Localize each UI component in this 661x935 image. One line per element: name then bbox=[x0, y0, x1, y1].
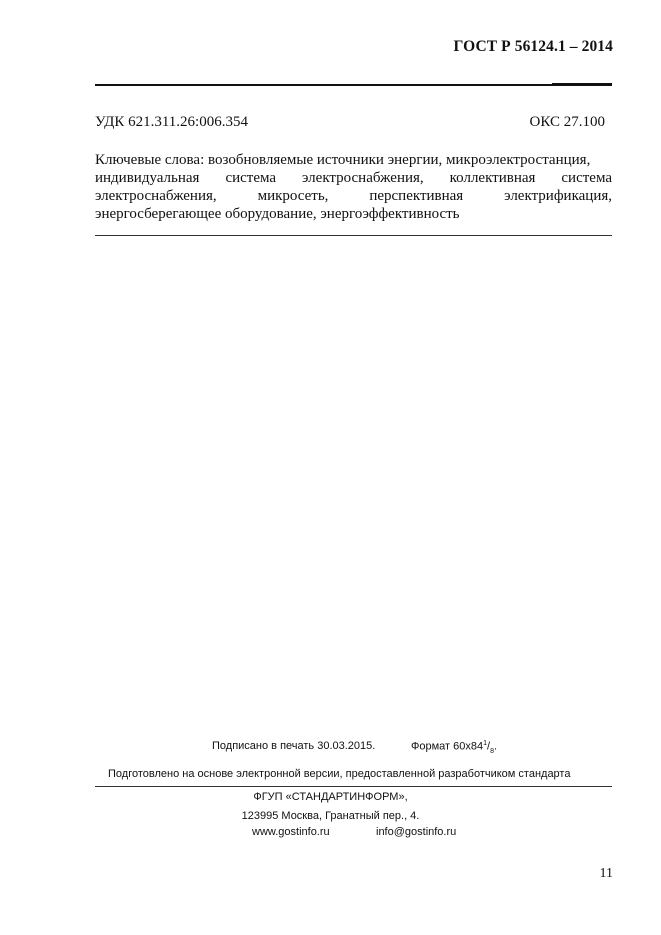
keyword-word: индивидуальная bbox=[95, 170, 200, 186]
header-rule bbox=[95, 84, 612, 86]
keywords-block bbox=[95, 151, 612, 223]
paper-format: Формат $60х84^1/_8$. bbox=[411, 740, 498, 755]
keywords-text: энергосберегающее оборудование, энергоэффективность bbox=[95, 206, 460, 222]
keywords-text: Ключевые слова: возобновляемые источники энергии, микроэлектростанция, bbox=[95, 152, 591, 168]
standard-code: ГОСТ Р 56124.1 – 2014 bbox=[453, 38, 613, 55]
keywords-rule bbox=[95, 235, 612, 236]
prepared-note: Подготовлено на основе электронной версии, предоставленной разработчиком стандарта bbox=[108, 768, 571, 780]
keyword-word: электрификация, bbox=[504, 188, 612, 204]
format-numerator: 1 bbox=[483, 740, 488, 747]
oks-code: ОКС 27.100 bbox=[529, 114, 605, 130]
keywords-line-1 bbox=[95, 151, 612, 169]
format-end: . bbox=[493, 740, 498, 753]
header-rule-accent bbox=[552, 83, 612, 86]
signed-for-print: Подписано в печать 30.03.2015. bbox=[212, 740, 376, 752]
imprint-rule bbox=[95, 786, 612, 787]
keyword-word: перспективная bbox=[369, 188, 464, 204]
keywords-line-4 bbox=[95, 205, 612, 223]
website-link[interactable]: www.gostinfo.ru bbox=[252, 826, 330, 838]
keywords-line-3 bbox=[95, 187, 612, 205]
keyword-word: система bbox=[225, 170, 277, 186]
format-denominator: 8 bbox=[490, 747, 494, 755]
publisher-address: 123995 Москва, Гранатный пер., 4. bbox=[241, 810, 420, 822]
format-text: Формат 60х84 bbox=[411, 740, 484, 753]
udk-code: УДК 621.311.26:006.354 bbox=[95, 114, 248, 130]
keyword-word: электроснабжения, bbox=[95, 188, 217, 204]
keyword-word: коллективная bbox=[449, 170, 536, 186]
keyword-word: система bbox=[561, 170, 612, 186]
keyword-word: микросеть, bbox=[257, 188, 329, 204]
publisher-name: ФГУП «СТАНДАРТИНФОРМ», bbox=[253, 791, 408, 803]
keyword-word: электроснабжения, bbox=[302, 170, 424, 186]
page-number: 11 bbox=[599, 866, 613, 881]
email-link[interactable]: info@gostinfo.ru bbox=[376, 826, 457, 838]
keywords-line-2 bbox=[95, 169, 612, 187]
